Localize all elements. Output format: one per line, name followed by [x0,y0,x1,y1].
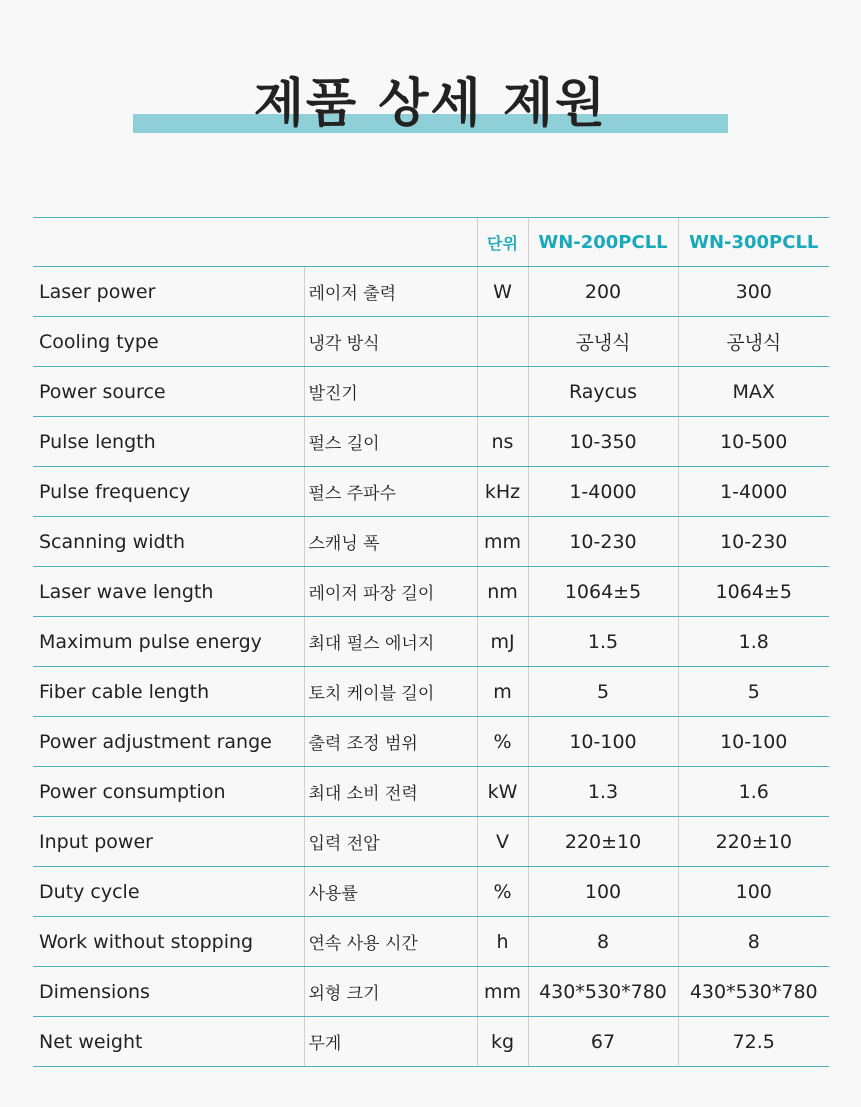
spec-unit: % [477,867,528,917]
spec-unit [477,367,528,417]
spec-name-ko: 연속 사용 시간 [304,917,477,967]
spec-name-en: Scanning width [33,517,304,567]
spec-unit: ns [477,417,528,467]
spec-name-en: Pulse frequency [33,467,304,517]
spec-value-model-2: 1064±5 [678,567,829,617]
table-row [33,267,829,317]
spec-value-model-2: 8 [678,917,829,967]
spec-unit: W [477,267,528,317]
header-unit: 단위 [477,218,528,267]
spec-name-en: Net weight [33,1017,304,1067]
spec-name-en: Fiber cable length [33,667,304,717]
spec-name-ko: 펄스 주파수 [304,467,477,517]
page-title-block [0,70,861,150]
spec-name-en: Input power [33,817,304,867]
spec-name-ko: 냉각 방식 [304,317,477,367]
spec-value-model-1: 1.3 [528,767,678,817]
spec-value-model-1: 430*530*780 [528,967,678,1017]
spec-value-model-1: Raycus [528,367,678,417]
spec-name-ko: 레이저 파장 길이 [304,567,477,617]
spec-name-en: Work without stopping [33,917,304,967]
spec-value-model-2: 300 [678,267,829,317]
spec-name-en: Power consumption [33,767,304,817]
table-header-row [33,218,829,267]
spec-value-model-1: 5 [528,667,678,717]
spec-table [33,217,829,1067]
table-row [33,867,829,917]
spec-name-en: Power source [33,367,304,417]
table-row [33,617,829,667]
spec-unit: h [477,917,528,967]
spec-name-en: Duty cycle [33,867,304,917]
spec-unit: mm [477,967,528,1017]
spec-unit: mm [477,517,528,567]
spec-name-ko: 출력 조정 범위 [304,717,477,767]
spec-name-en: Cooling type [33,317,304,367]
spec-value-model-1: 1064±5 [528,567,678,617]
header-model-2: WN-300PCLL [678,218,829,267]
spec-unit: nm [477,567,528,617]
spec-unit: % [477,717,528,767]
header-blank-cell-2 [304,218,477,267]
spec-value-model-2: 1.8 [678,617,829,667]
table-row [33,667,829,717]
spec-value-model-2: 220±10 [678,817,829,867]
spec-name-en: Dimensions [33,967,304,1017]
table-row [33,967,829,1017]
spec-name-ko: 최대 펄스 에너지 [304,617,477,667]
spec-unit: kHz [477,467,528,517]
spec-value-model-2: 1.6 [678,767,829,817]
spec-value-model-2: 공냉식 [678,317,829,367]
spec-value-model-1: 공냉식 [528,317,678,367]
spec-name-ko: 발진기 [304,367,477,417]
spec-value-model-1: 10-350 [528,417,678,467]
table-row [33,917,829,967]
spec-name-ko: 토치 케이블 길이 [304,667,477,717]
spec-value-model-1: 220±10 [528,817,678,867]
spec-value-model-2: 5 [678,667,829,717]
table-row [33,567,829,617]
spec-unit: kg [477,1017,528,1067]
spec-value-model-2: 10-230 [678,517,829,567]
spec-name-ko: 사용률 [304,867,477,917]
spec-name-en: Laser power [33,267,304,317]
table-row [33,467,829,517]
spec-value-model-1: 200 [528,267,678,317]
spec-name-ko: 레이저 출력 [304,267,477,317]
table-row [33,717,829,767]
table-row [33,767,829,817]
page-title: 제품 상세 제원 [253,74,608,134]
spec-value-model-2: 430*530*780 [678,967,829,1017]
table-row [33,417,829,467]
spec-value-model-1: 67 [528,1017,678,1067]
spec-name-ko: 최대 소비 전력 [304,767,477,817]
spec-unit: V [477,817,528,867]
header-model-1: WN-200PCLL [528,218,678,267]
spec-value-model-2: 72.5 [678,1017,829,1067]
spec-value-model-1: 10-100 [528,717,678,767]
spec-value-model-1: 8 [528,917,678,967]
spec-value-model-2: 10-500 [678,417,829,467]
spec-value-model-2: 100 [678,867,829,917]
header-blank-cell [33,218,304,267]
spec-name-en: Maximum pulse energy [33,617,304,667]
spec-value-model-1: 1.5 [528,617,678,667]
spec-name-ko: 스캐닝 폭 [304,517,477,567]
spec-value-model-2: 1-4000 [678,467,829,517]
spec-unit [477,317,528,367]
table-row [33,1017,829,1067]
spec-value-model-2: 10-100 [678,717,829,767]
spec-value-model-1: 10-230 [528,517,678,567]
spec-name-ko: 펄스 길이 [304,417,477,467]
table-row [33,317,829,367]
spec-unit: m [477,667,528,717]
table-row [33,817,829,867]
spec-value-model-1: 1-4000 [528,467,678,517]
spec-value-model-1: 100 [528,867,678,917]
spec-name-en: Pulse length [33,417,304,467]
spec-value-model-2: MAX [678,367,829,417]
table-row [33,367,829,417]
spec-name-ko: 무게 [304,1017,477,1067]
spec-name-en: Power adjustment range [33,717,304,767]
spec-name-ko: 입력 전압 [304,817,477,867]
spec-name-en: Laser wave length [33,567,304,617]
spec-unit: kW [477,767,528,817]
spec-name-ko: 외형 크기 [304,967,477,1017]
spec-unit: mJ [477,617,528,667]
table-row [33,517,829,567]
